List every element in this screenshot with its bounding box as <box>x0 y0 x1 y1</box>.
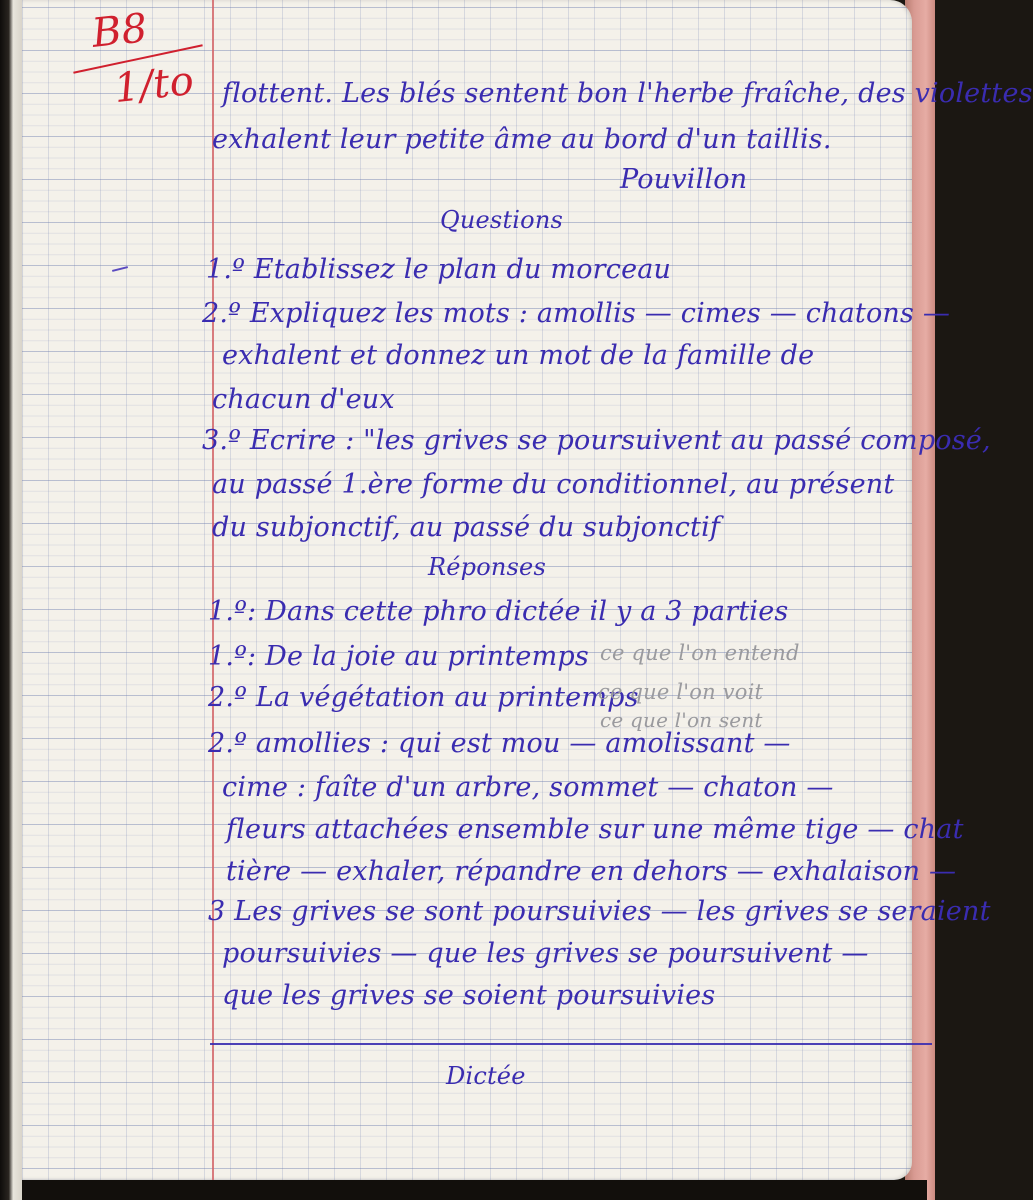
question-3-end: du subjonctif, au passé du subjonctif <box>212 512 721 543</box>
question-2-cont: exhalent et donnez un mot de la famille de <box>222 340 815 371</box>
question-3-cont: au passé 1.ère forme du conditionnel, au présent <box>212 469 895 500</box>
grade-mark-top: B8 <box>89 5 150 57</box>
answer-2-cont-2: fleurs attachées ensemble sur une même tige — chat <box>226 814 964 845</box>
page-bottom-edge <box>22 1180 927 1200</box>
author-signature: Pouvillon <box>620 164 748 195</box>
answer-1-part-1: 1.º: De la joie au printemps <box>208 641 589 672</box>
answer-2-cont: cime : faîte d'un arbre, sommet — chaton — <box>222 772 834 803</box>
answer-2: 2.º amollies : qui est mou — amolissant — <box>208 728 791 759</box>
margin-dash-mark <box>112 266 128 272</box>
answers-heading: Réponses <box>428 553 546 581</box>
question-2-end: chacun d'eux <box>212 384 395 415</box>
grade-mark-bottom: 1/to <box>111 57 197 113</box>
answer-1-part-2: 2.º La végétation au printemps <box>208 682 639 713</box>
pencil-note-1: ce que l'on entend <box>600 641 800 665</box>
pencil-note-2: ce que l'on voit <box>598 680 764 704</box>
answer-3-end: que les grives se soient poursuivies <box>222 980 716 1011</box>
text-line-1: flottent. Les blés sentent bon l'herbe fraîche, des violettes <box>222 78 1033 109</box>
question-3: 3.º Ecrire : "les grives se poursuivent au passé composé, <box>202 425 991 456</box>
pencil-note-3: ce que l'on sent <box>600 708 763 732</box>
answer-3-cont: poursuivies — que les grives se poursuivent — <box>222 938 869 969</box>
dictee-heading: Dictée <box>446 1062 526 1090</box>
answer-1: 1.º: Dans cette phro dictée il y a 3 parties <box>208 596 789 627</box>
answer-2-end: tière — exhaler, répandre en dehors — exhalaison — <box>226 856 957 887</box>
question-2: 2.º Expliquez les mots : amollis — cimes — chatons — <box>202 298 951 329</box>
question-1: 1.º Etablissez le plan du morceau <box>206 254 672 285</box>
text-line-2: exhalent leur petite âme au bord d'un taillis. <box>212 124 832 155</box>
notebook-left-edge <box>0 0 22 1200</box>
answer-3: 3 Les grives se sont poursuivies — les grives se seraient <box>208 896 991 927</box>
questions-heading: Questions <box>440 206 563 234</box>
notebook-page <box>22 0 1033 1180</box>
section-divider <box>210 1043 932 1045</box>
margin-line <box>212 0 214 1180</box>
